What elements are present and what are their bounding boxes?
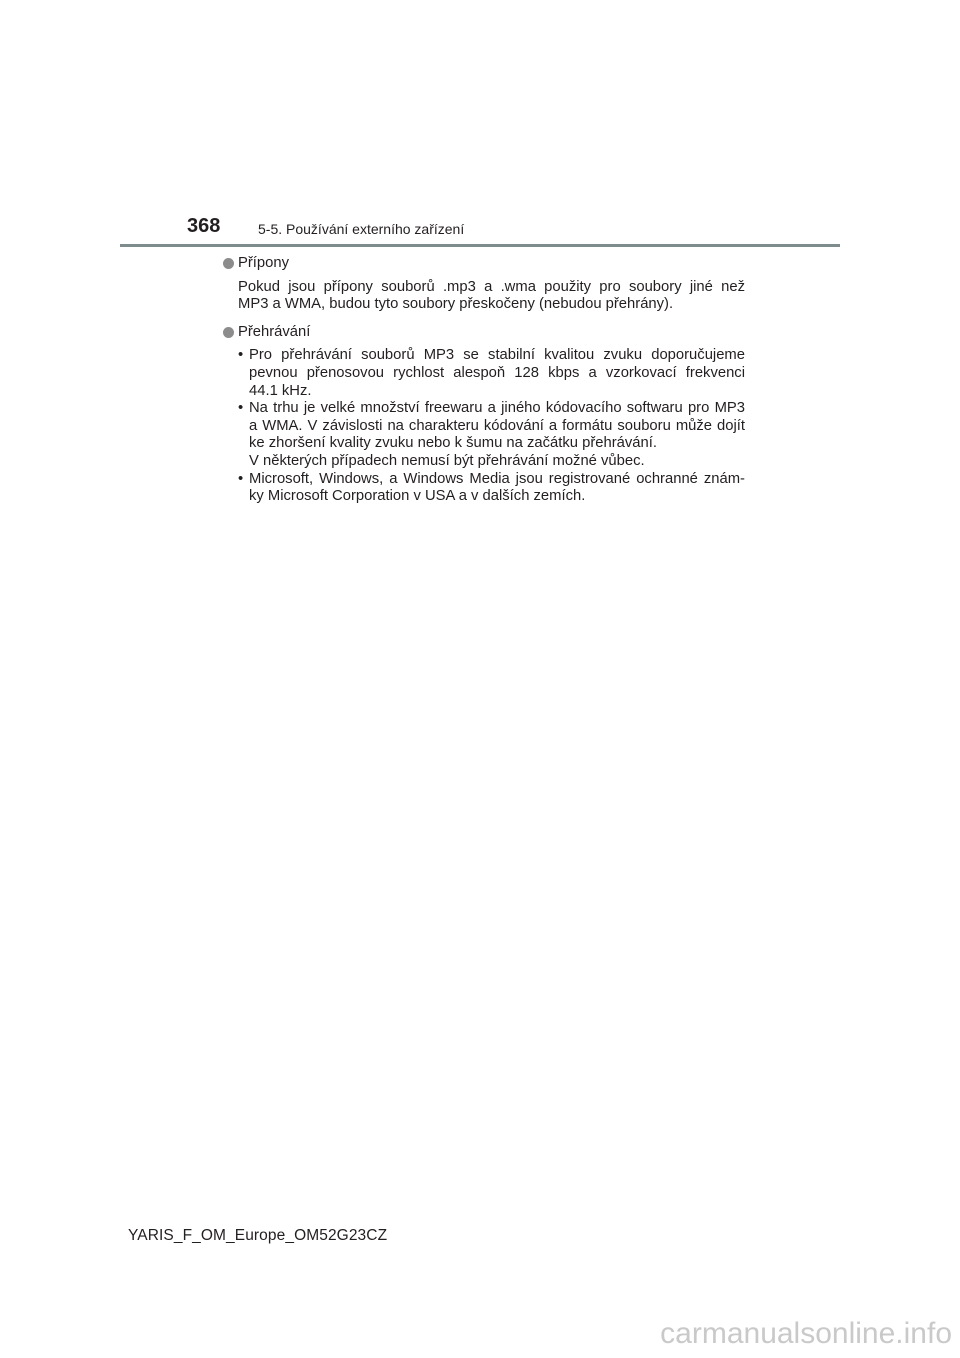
page-number: 368: [187, 215, 221, 237]
list-item-line: Microsoft, Windows, a Windows Media jsou registrované ochranné znám-: [249, 470, 745, 487]
paragraph-line: MP3 a WMA, budou tyto soubory přeskočeny (nebudou přehrány).: [238, 296, 674, 313]
list-item-line: pevnou přenosovou rychlost alespoň 128 kbps a vzorkovací frekvenci: [249, 364, 745, 381]
list-item: [238, 347, 745, 400]
list-item-line: V některých případech nemusí být přehrávání možné vůbec.: [249, 452, 645, 469]
website-watermark: carmanualsonline.info: [660, 1317, 952, 1350]
paragraph-line: Pokud jsou přípony souborů .mp3 a .wma použity pro soubory jiné než: [238, 278, 745, 295]
page-header: [0, 0, 960, 250]
playback-section: [223, 324, 745, 506]
extensions-heading: Přípony: [238, 255, 289, 271]
document-code: YARIS_F_OM_Europe_OM52G23CZ: [128, 1227, 388, 1244]
list-item-line: a WMA. V závislosti na charakteru kódování a formátu souboru může dojít: [249, 417, 745, 434]
list-item-line: Na trhu je velké množství freewaru a jiného kódovacího softwaru pro MP3: [249, 400, 745, 417]
header-divider: [120, 244, 840, 247]
circle-bullet-icon: [223, 327, 234, 338]
extensions-paragraph: [223, 279, 745, 314]
list-item: [238, 471, 745, 506]
dot-bullet-icon: •: [238, 400, 244, 417]
list-item-line: ke zhoršení kvality zvuku nebo k šumu na začátku přehrávání.: [249, 435, 657, 452]
section-heading: [223, 324, 745, 342]
dot-bullet-icon: •: [238, 470, 244, 487]
list-item-line: ky Microsoft Corporation v USA a v dalších zemích.: [249, 488, 586, 505]
circle-bullet-icon: [223, 258, 234, 269]
playback-heading: Přehrávání: [238, 323, 311, 340]
section-heading: [223, 255, 745, 273]
extensions-section: [223, 255, 745, 314]
page-content: [223, 255, 745, 516]
list-item-line: 44.1 kHz.: [249, 382, 312, 399]
list-item-line: Pro přehrávání souborů MP3 se stabilní kvalitou zvuku doporučujeme: [249, 347, 745, 364]
playback-list: [223, 347, 745, 505]
dot-bullet-icon: •: [238, 347, 244, 364]
list-item: [238, 400, 745, 470]
section-title: 5-5. Používání externího zařízení: [258, 221, 465, 237]
